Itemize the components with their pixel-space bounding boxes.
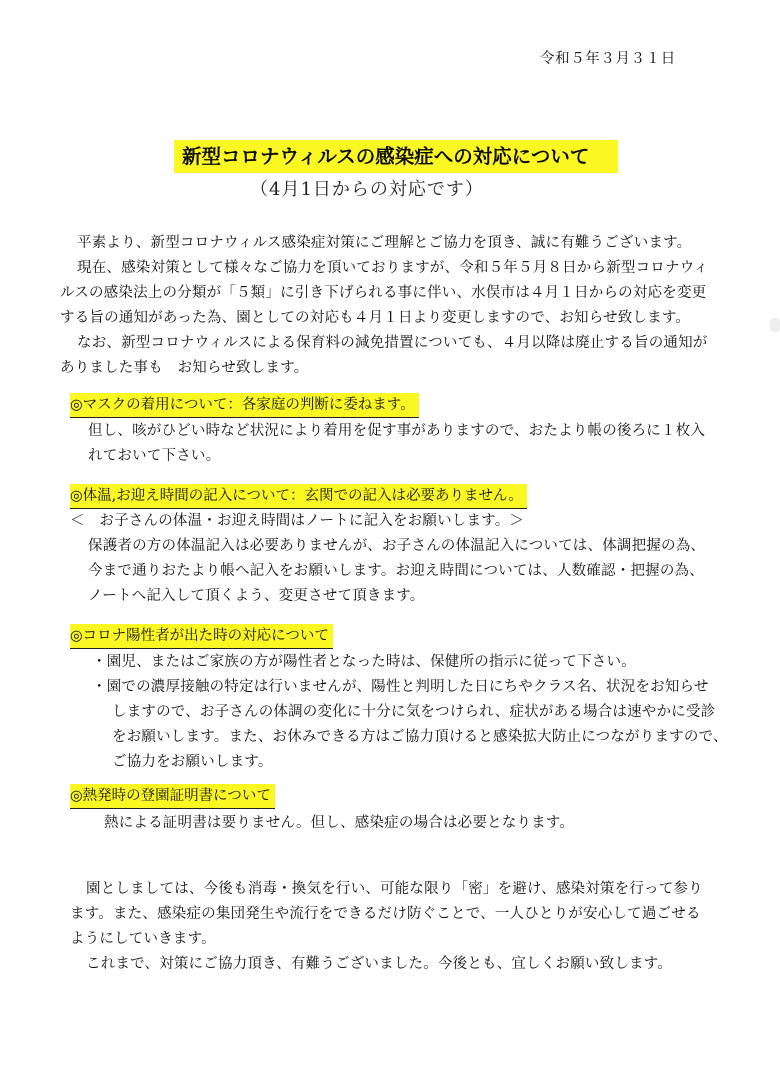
section-line: 但し、咳がひどい時など状況により着用を促す事がありますので、おたより帳の後ろに１枚入	[88, 423, 706, 439]
section-line: ノートへ記入して頂くよう、変更させて頂きます。	[88, 588, 425, 604]
section-line: 保護者の方の体温記入は必要ありませんが、お子さんの体温記入については、体調把握の為、	[88, 538, 706, 554]
intro-line: なお、新型コロナウィルスによる保育料の減免措置についても、４月以降は廃止する旨の通知が	[77, 335, 708, 351]
section-line: ご協力をお願いします。	[112, 754, 273, 770]
section-line: をお願いします。また、お休みできる方はご協力頂けると感染拡大防止につながりますので、	[112, 729, 728, 745]
notice-subtitle: （4月1日からの対応です）	[250, 179, 484, 200]
intro-line: ありました事も お知らせ致します。	[60, 360, 309, 376]
section-line: 今まで通りおたより帳へ記入をお願いします。お迎え時間については、人数確認・把握の為、	[88, 563, 704, 579]
section-line: 熱による証明書は要りません。但し、感染症の場合は必要となります。	[104, 815, 575, 831]
section-heading-temperature: ◎体温,お迎え時間の記入について：玄関での記入は必要ありません。	[70, 484, 527, 509]
issue-date: 令和５年３月３１日	[540, 51, 676, 67]
section-heading-positive-case: ◎コロナ陽性者が出た時の対応について	[70, 624, 333, 649]
closing-line: 園としましては、今後も消毒・換気を行い、可能な限り「密」を避け、感染対策を行って参り	[86, 881, 703, 897]
intro-line: ルスの感染法上の分類が「５類」に引き下げられる事に伴い、水俣市は４月１日からの対応を変更	[60, 285, 707, 301]
section-line: しますので、お子さんの体調の変化に十分に気をつけられ、症状がある場合は速やかに受診	[112, 704, 716, 720]
section-heading-certificate: ◎熱発時の登園証明書について	[70, 784, 275, 809]
section-line: れておいて下さい。	[88, 448, 221, 464]
closing-line: ようにしていきます。	[70, 931, 216, 947]
section-line: ・園児、またはご家族の方が陽性者となった時は、保健所の指示に従って下さい。	[92, 654, 636, 670]
scan-mark	[770, 318, 780, 332]
notice-title: 新型コロナウィルスの感染症への対応について	[174, 140, 618, 173]
intro-line: 平素より、新型コロナウィルス感染症対策にご理解とご協力を頂き、誠に有難うございます。	[77, 235, 692, 251]
section-line: ・園での濃厚接触の特定は行いませんが、陽性と判明した日にちやクラス名、状況をお知らせ	[92, 679, 709, 695]
closing-line: これまで、対策にご協力頂き、有難うございました。今後とも、宜しくお願い致します。	[86, 956, 672, 972]
intro-line: 現在、感染対策として様々なご協力を頂いておりますが、令和５年５月８日から新型コロナウィ	[77, 260, 709, 276]
section-heading-mask: ◎マスクの着用について：各家庭の判断に委ねます。	[70, 393, 419, 418]
intro-line: する旨の通知があった為、園としての対応も４月１日より変更しますので、お知らせ致します。	[60, 310, 691, 326]
closing-line: ます。また、感染症の集団発生や流行をできるだけ防ぐことで、一人ひとりが安心して過ごせる	[70, 906, 701, 922]
section-line: ＜ お子さんの体温・お迎え時間はノートに記入をお願いします。＞	[70, 513, 525, 529]
